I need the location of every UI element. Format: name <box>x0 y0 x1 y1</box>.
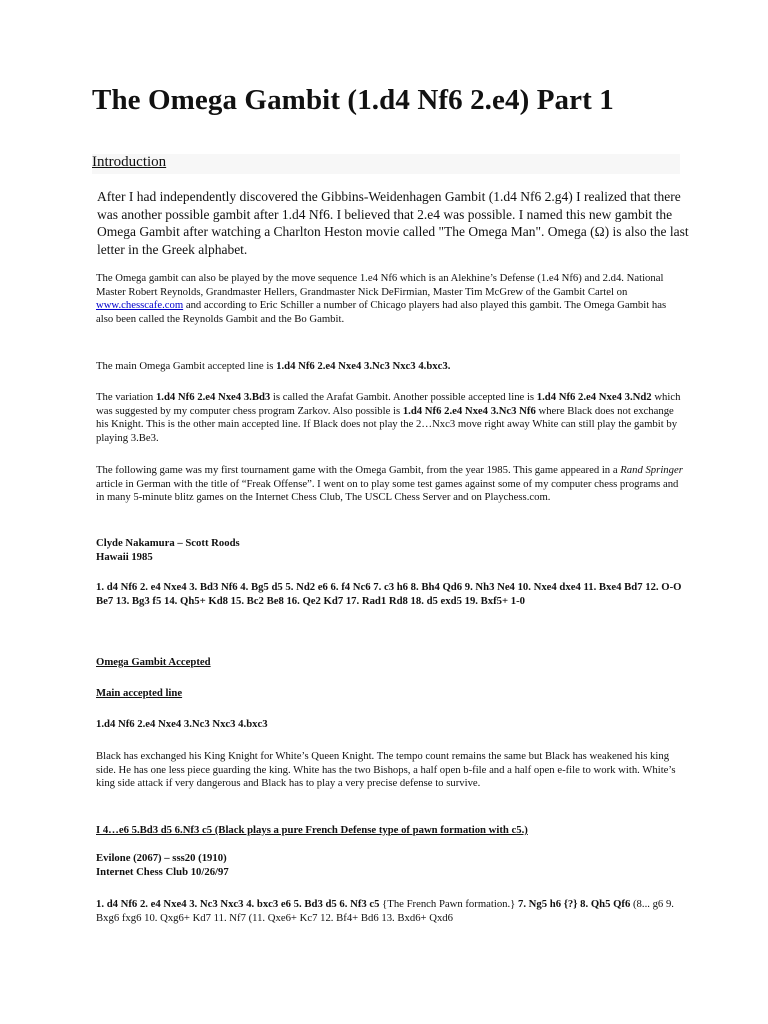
paragraph-text: is called the Arafat Gambit. Another possible accepted line is <box>270 391 537 403</box>
game2-moves-a: 1. d4 Nf6 2. e4 Nxe4 3. Nc3 Nxc3 4. bxc3 e6 5. Bd3 d5 6. Nf3 c5 <box>96 898 380 910</box>
game1-moves-text: 1. d4 Nf6 2. e4 Nxe4 3. Bd3 Nf6 4. Bg5 d5 5. Nd2 e6 6. f4 Nc6 7. c3 h6 8. Bh4 Qd6 9. Nh3 Ne4 10. Nxe4 dxe4 11. Bxe4 Bd7 12. O-O Be7 13. Bg3 f5 14. Qh5+ Kd8 15. Bc2 Be8 16. Qe2 Kd7 17. Rad1 Rd8 18. d5 exd5 19. Bxf5+ 1-0 <box>96 581 682 607</box>
paragraph-text: The main Omega Gambit accepted line is <box>96 360 277 372</box>
main-line-moves-inline: 1.d4 Nf6 2.e4 Nxe4 3.Nc3 Nxc3 4.bxc3. <box>276 360 451 372</box>
introduction-heading: Introduction <box>92 154 680 174</box>
paragraph-text: and according to Eric Schiller a number of Chicago players had also played this gambit. The Omega Gambit has also been called the Reynolds Gambit and the Bo Gambit. <box>96 299 667 325</box>
arafat-gambit-moves: 1.d4 Nf6 2.e4 Nxe4 3.Bd3 <box>155 391 271 403</box>
paragraph-first-game <box>96 464 686 505</box>
game2-variation: (8... g6 9. Bxg6 fxg6 10. Qxg6+ Kd7 11. Nf7 (11. Qxe6+ Kc7 12. Bf4+ Bd6 13. Bxd6+ Qxd6 <box>96 898 674 924</box>
section-i-heading-text: I 4…e6 5.Bd3 d5 6.Nf3 c5 (Black plays a pure French Defense type of pawn formation with c5.) <box>96 824 528 836</box>
game2-header <box>96 852 686 879</box>
paragraph-text: The Omega gambit can also be played by the move sequence 1.e4 Nf6 which is an Alekhine’s Defense (1.e4 Nf6) and 2.d4. National Master Robert Reynolds, Grandmaster Hellers, Grandmaster Nick DeFirmian, Master Tim McGrew of the Gambit Cartel on <box>96 272 664 298</box>
omega-heading-text: Omega Gambit Accepted <box>96 656 211 668</box>
main-accepted-line-heading <box>96 687 686 701</box>
main-line-moves-text: 1.d4 Nf6 2.e4 Nxe4 3.Nc3 Nxc3 4.bxc3 <box>96 718 268 730</box>
game1-header <box>96 537 686 564</box>
paragraph-text: which was suggested by my computer chess program Zarkov. Also possible is <box>96 391 681 417</box>
game2-moves <box>96 898 686 925</box>
paragraph-text: article in German with the title of “Freak Offense”. I went on to play some test games against some of my computer chess programs and in many 5-minute blitz games on the Internet Chess Club, The USCL Chess Server and on Playchess.com. <box>96 477 679 503</box>
nd2-line-moves: 1.d4 Nf6 2.e4 Nxe4 3.Nd2 <box>536 391 652 403</box>
paragraph-variations <box>96 391 686 445</box>
paragraph-move-order <box>96 272 686 326</box>
section-i-heading <box>96 824 696 838</box>
omega-gambit-accepted-heading <box>96 656 686 670</box>
document-title: The Omega Gambit (1.d4 Nf6 2.e4) Part 1 <box>92 84 614 116</box>
game2-players: Evilone (2067) – sss20 (1910) <box>96 852 227 864</box>
game2-event: Internet Chess Club 10/26/97 <box>96 865 229 878</box>
paragraph-analysis: Black has exchanged his King Knight for White’s Queen Knight. The tempo count remains the same but Black has weakened his king side. He has one less piece guarding the king. White has the two Bishops, a half open b-file and a half open e-file to work with. White’s king side attack if very dangerous and Black has to play a very precise defense to survive. <box>96 750 676 789</box>
main-line-moves <box>96 718 686 732</box>
chesscafe-link[interactable]: www.chesscafe.com <box>96 299 184 311</box>
rand-springer-italic: Rand Springer <box>620 464 683 476</box>
paragraph-main-line <box>96 360 686 374</box>
paragraph-text: The variation <box>96 391 156 403</box>
main-line-heading-text: Main accepted line <box>96 687 183 699</box>
game1-players: Clyde Nakamura – Scott Roods <box>96 537 240 549</box>
paragraph-text: The following game was my first tournament game with the Omega Gambit, from the year 1985. This game appeared in a <box>96 464 621 476</box>
game2-comment: {The French Pawn formation.} <box>379 898 518 910</box>
game2-moves-b: 7. Ng5 h6 {?} 8. Qh5 Qf6 <box>517 898 631 910</box>
game1-event: Hawaii 1985 <box>96 550 153 563</box>
intro-paragraph: After I had independently discovered the Gibbins-Weidenhagen Gambit (1.d4 Nf6 2.g4) I realized that there was another possible gambit after 1.d4 Nf6. I believed that 2.e4 was possible. I named this new gambit the Omega Gambit after watching a Charlton Heston movie called "The Omega Man". Omega (Ω) is also the last letter in the Greek alphabet. <box>97 189 689 257</box>
nf6-line-moves: 1.d4 Nf6 2.e4 Nxe4 3.Nc3 Nf6 <box>402 404 536 417</box>
paragraph-text: where Black does not exchange his Knight. This is the other main accepted line. If Black does not play the 2…Nxc3 move right away White can still play the gambit by playing 3.Be3. <box>96 404 678 444</box>
game1-moves <box>96 581 686 608</box>
